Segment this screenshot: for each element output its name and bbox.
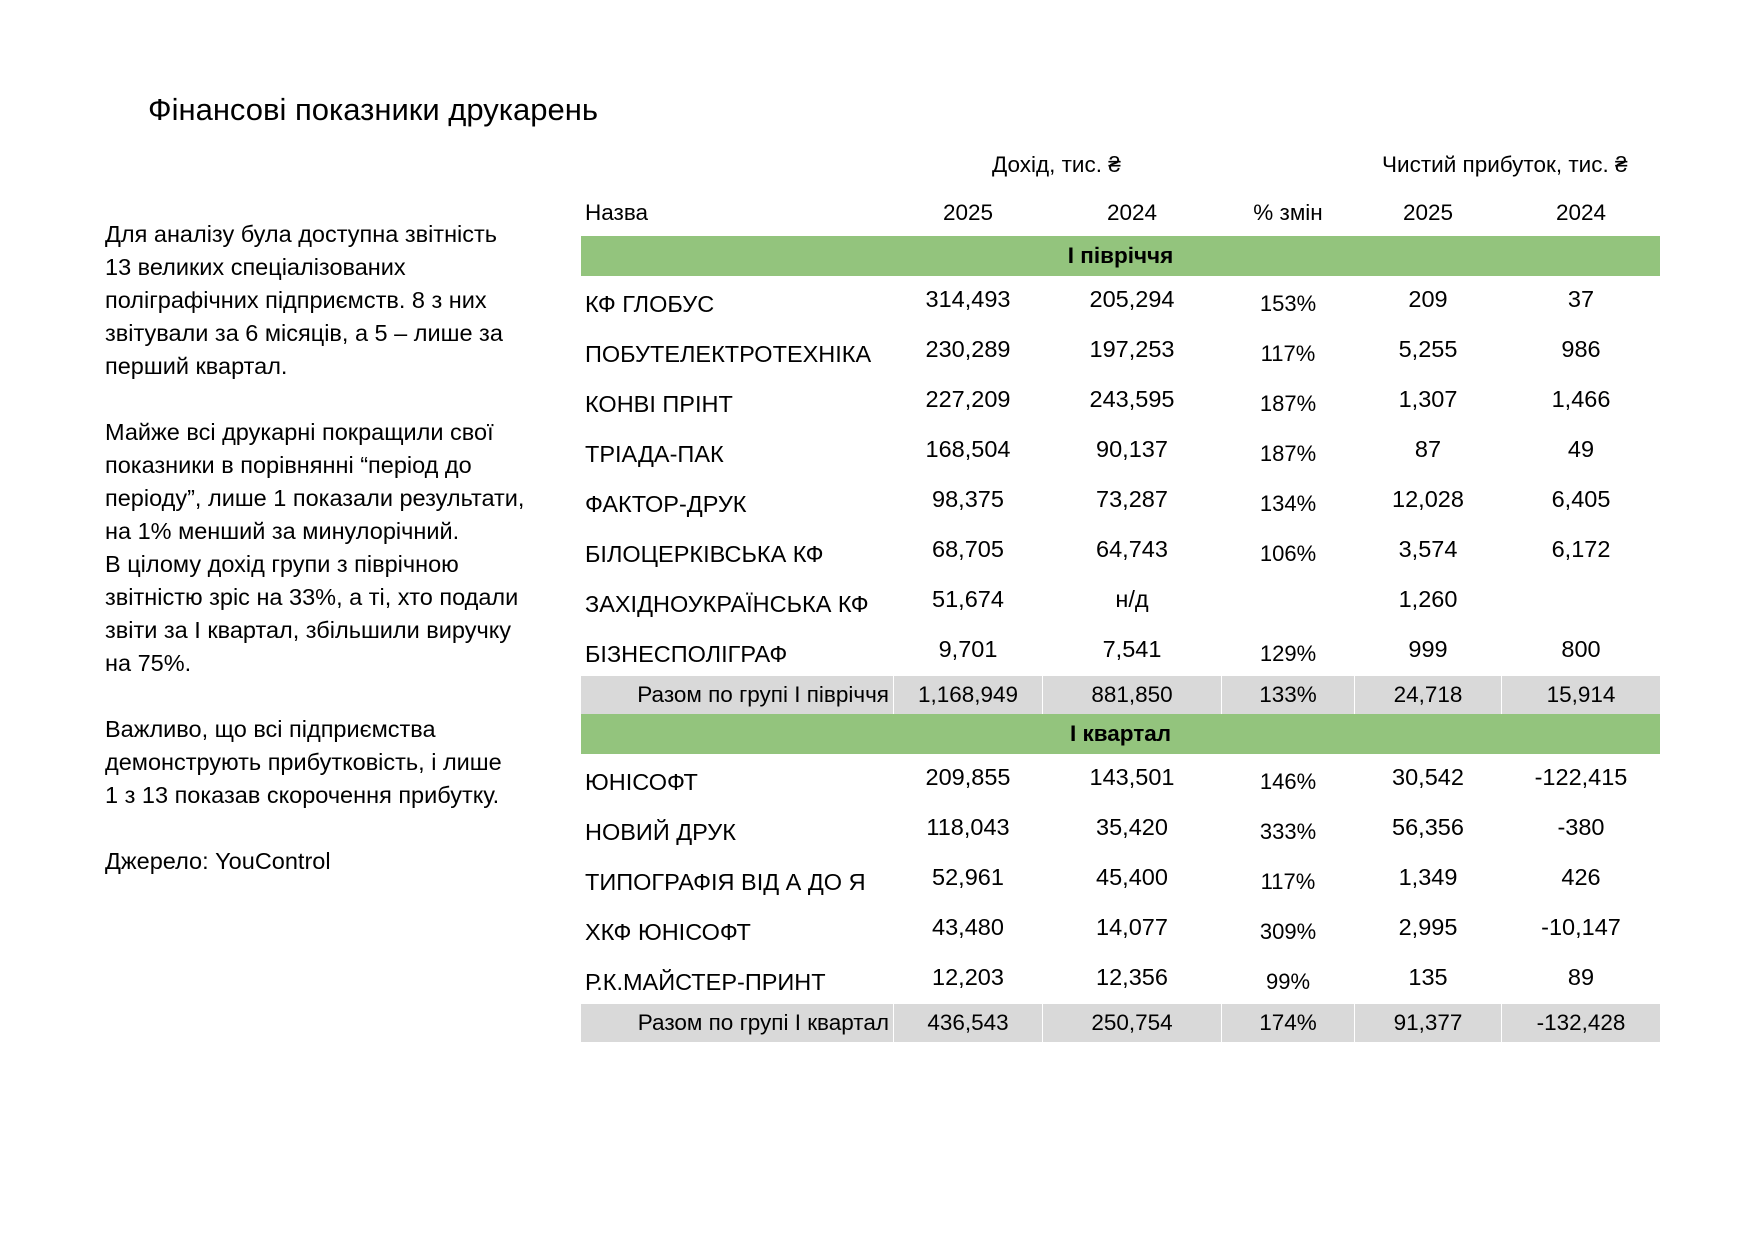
table-cell: 197,253 bbox=[1089, 335, 1175, 362]
table-cell: 168,504 bbox=[925, 435, 1011, 462]
profit-group-label: Чистий прибуток, тис. ₴ bbox=[1382, 152, 1628, 177]
table-cell: 3,574 bbox=[1398, 535, 1458, 562]
table-row bbox=[581, 954, 1660, 1004]
table-row bbox=[581, 576, 1660, 626]
total-cell: 436,543 bbox=[894, 1004, 1042, 1042]
column-header: Назва bbox=[585, 200, 649, 225]
table-cell: 209,855 bbox=[925, 763, 1011, 790]
table-cell: 49 bbox=[1567, 435, 1595, 462]
total-row bbox=[581, 1004, 1660, 1042]
table-cell: 99% bbox=[1265, 969, 1311, 994]
table-cell: 426 bbox=[1561, 863, 1601, 890]
text-line: звітували за 6 місяців, а 5 – лише за bbox=[105, 320, 503, 346]
table-cell: 243,595 bbox=[1089, 385, 1175, 412]
table-cell: 12,203 bbox=[932, 963, 1004, 990]
intro-paragraph bbox=[105, 218, 575, 383]
table-cell: 37 bbox=[1567, 285, 1595, 312]
section-title: I квартал bbox=[581, 714, 1660, 754]
table-cell: 6,405 bbox=[1551, 485, 1611, 512]
table-cell: 333% bbox=[1259, 819, 1317, 844]
company-name: ТРІАДА-ПАК bbox=[585, 440, 724, 467]
analysis-paragraph bbox=[105, 416, 575, 680]
table-cell: 314,493 bbox=[925, 285, 1011, 312]
company-name: БІЛОЦЕРКІВСЬКА КФ bbox=[585, 540, 824, 567]
text-line: Для аналізу була доступна звітність bbox=[105, 221, 498, 247]
table-cell: 5,255 bbox=[1398, 335, 1458, 362]
company-name: КФ ГЛОБУС bbox=[585, 290, 715, 317]
company-name: ЗАХІДНОУКРАЇНСЬКА КФ bbox=[585, 590, 869, 617]
table-cell: 52,961 bbox=[932, 863, 1004, 890]
text-line: показники в порівнянні “період до bbox=[105, 452, 472, 478]
table-cell: 14,077 bbox=[1096, 913, 1168, 940]
total-label: Разом по групі I квартал bbox=[581, 1004, 893, 1042]
table-cell: 153% bbox=[1259, 291, 1317, 316]
table-row bbox=[581, 376, 1660, 426]
text-line: Важливо, що всі підприємства bbox=[105, 716, 436, 742]
total-cell: 91,377 bbox=[1355, 1004, 1501, 1042]
table-cell: 9,701 bbox=[938, 635, 998, 662]
section-header-row bbox=[581, 236, 1660, 276]
table-cell: 2,995 bbox=[1398, 913, 1458, 940]
column-header: % змін bbox=[1253, 200, 1323, 225]
financial-table bbox=[580, 190, 1661, 1042]
total-cell: 174% bbox=[1222, 1004, 1354, 1042]
table-cell: 800 bbox=[1561, 635, 1601, 662]
table-cell: 309% bbox=[1259, 919, 1317, 944]
table-cell: 187% bbox=[1259, 441, 1317, 466]
table-cell: 209 bbox=[1408, 285, 1448, 312]
revenue-group-label: Дохід, тис. ₴ bbox=[992, 152, 1121, 177]
table-row bbox=[581, 754, 1660, 804]
column-header: 2024 bbox=[1106, 200, 1158, 225]
company-name: ХКФ ЮНІСОФТ bbox=[585, 918, 751, 945]
group-header-row bbox=[580, 146, 1660, 190]
table-cell: 51,674 bbox=[932, 585, 1004, 612]
column-header: 2025 bbox=[942, 200, 994, 225]
financial-table-block bbox=[580, 146, 1660, 1042]
total-cell: 24,718 bbox=[1355, 676, 1501, 714]
table-cell: 135 bbox=[1408, 963, 1448, 990]
table-cell: 64,743 bbox=[1096, 535, 1168, 562]
table-row bbox=[581, 804, 1660, 854]
section-header-row bbox=[581, 714, 1660, 754]
table-cell: 98,375 bbox=[932, 485, 1004, 512]
table-cell: 1,260 bbox=[1398, 585, 1458, 612]
total-cell: 133% bbox=[1222, 676, 1354, 714]
text-line: на 75%. bbox=[105, 650, 192, 676]
table-cell: 205,294 bbox=[1089, 285, 1175, 312]
table-cell: 1,466 bbox=[1551, 385, 1611, 412]
table-cell: -10,147 bbox=[1541, 913, 1621, 940]
text-line: періоду”, лише 1 показали результати, bbox=[105, 485, 525, 511]
table-cell: 90,137 bbox=[1096, 435, 1168, 462]
profit-paragraph bbox=[105, 713, 575, 812]
column-header: 2025 bbox=[1402, 200, 1454, 225]
page-title: Фінансові показники друкарень bbox=[148, 92, 599, 127]
table-cell: 12,028 bbox=[1392, 485, 1464, 512]
total-cell: 15,914 bbox=[1502, 676, 1660, 714]
column-header: 2024 bbox=[1555, 200, 1607, 225]
company-name: ЮНІСОФТ bbox=[585, 768, 698, 795]
company-name: КОНВІ ПРІНТ bbox=[585, 390, 733, 417]
total-cell: 1,168,949 bbox=[894, 676, 1042, 714]
text-line: демонструють прибутковість, і лише bbox=[105, 749, 502, 775]
company-name: ФАКТОР-ДРУК bbox=[585, 490, 747, 517]
table-cell: 129% bbox=[1259, 641, 1317, 666]
table-cell: 999 bbox=[1408, 635, 1448, 662]
table-cell: 89 bbox=[1567, 963, 1595, 990]
table-cell: 45,400 bbox=[1096, 863, 1168, 890]
table-cell: 230,289 bbox=[925, 335, 1011, 362]
table-cell: 106% bbox=[1259, 541, 1317, 566]
company-name: НОВИЙ ДРУК bbox=[585, 818, 736, 845]
section-title: I півріччя bbox=[581, 236, 1660, 276]
table-cell: 1,307 bbox=[1398, 385, 1458, 412]
sidebar-notes bbox=[105, 218, 575, 878]
table-cell: 73,287 bbox=[1096, 485, 1168, 512]
table-cell: н/д bbox=[1115, 585, 1149, 612]
table-row bbox=[581, 476, 1660, 526]
table-row bbox=[581, 526, 1660, 576]
table-cell: 146% bbox=[1259, 769, 1317, 794]
table-cell: 30,542 bbox=[1392, 763, 1464, 790]
company-name: ТИПОГРАФІЯ ВІД А ДО Я bbox=[585, 868, 866, 895]
company-name: ПОБУТЕЛЕКТРОТЕХНІКА bbox=[585, 340, 872, 367]
table-row bbox=[581, 426, 1660, 476]
text-line: на 1% менший за минулорічний. bbox=[105, 518, 460, 544]
total-cell: 250,754 bbox=[1043, 1004, 1221, 1042]
table-cell: 227,209 bbox=[925, 385, 1011, 412]
text-line: 13 великих спеціалізованих bbox=[105, 254, 406, 280]
table-cell: 986 bbox=[1561, 335, 1601, 362]
table-row bbox=[581, 904, 1660, 954]
table-cell: 6,172 bbox=[1551, 535, 1611, 562]
table-cell: 117% bbox=[1260, 869, 1316, 894]
table-cell: 87 bbox=[1414, 435, 1442, 462]
total-row bbox=[581, 676, 1660, 714]
company-name: БІЗНЕСПОЛІГРАФ bbox=[585, 640, 788, 667]
text-line: звітністю зріс на 33%, а ті, хто подали bbox=[105, 584, 519, 610]
text-line: Майже всі друкарні покращили свої bbox=[105, 419, 494, 445]
column-header-row bbox=[581, 190, 1660, 236]
table-cell: 117% bbox=[1260, 341, 1316, 366]
table-cell bbox=[1222, 576, 1354, 626]
table-cell: 12,356 bbox=[1096, 963, 1168, 990]
total-cell: -132,428 bbox=[1502, 1004, 1660, 1042]
table-row bbox=[581, 326, 1660, 376]
table-cell: 43,480 bbox=[932, 913, 1004, 940]
table-cell: 56,356 bbox=[1392, 813, 1464, 840]
table-cell: 118,043 bbox=[926, 813, 1010, 840]
table-cell: 143,501 bbox=[1089, 763, 1175, 790]
text-line: 1 з 13 показав скорочення прибутку. bbox=[105, 782, 500, 808]
total-label: Разом по групі I півріччя bbox=[581, 676, 893, 714]
text-line: перший квартал. bbox=[105, 353, 288, 379]
table-row bbox=[581, 854, 1660, 904]
table-cell: -122,415 bbox=[1534, 763, 1628, 790]
table-row bbox=[581, 626, 1660, 676]
text-line: звіти за I квартал, збільшили виручку bbox=[105, 617, 511, 643]
company-name: Р.К.МАЙСТЕР-ПРИНТ bbox=[585, 968, 826, 995]
table-cell: 1,349 bbox=[1398, 863, 1458, 890]
table-cell: 7,541 bbox=[1102, 635, 1162, 662]
table-cell bbox=[1502, 576, 1660, 626]
table-cell: 187% bbox=[1259, 391, 1317, 416]
table-cell: 134% bbox=[1259, 491, 1317, 516]
table-cell: 35,420 bbox=[1096, 813, 1168, 840]
table-cell: 68,705 bbox=[932, 535, 1004, 562]
table-cell: -380 bbox=[1557, 813, 1605, 840]
total-cell: 881,850 bbox=[1043, 676, 1221, 714]
text-line: поліграфічних підприємств. 8 з них bbox=[105, 287, 487, 313]
table-row bbox=[581, 276, 1660, 326]
source-note: Джерело: YouControl bbox=[105, 848, 331, 874]
text-line: В цілому дохід групи з піврічною bbox=[105, 551, 459, 577]
